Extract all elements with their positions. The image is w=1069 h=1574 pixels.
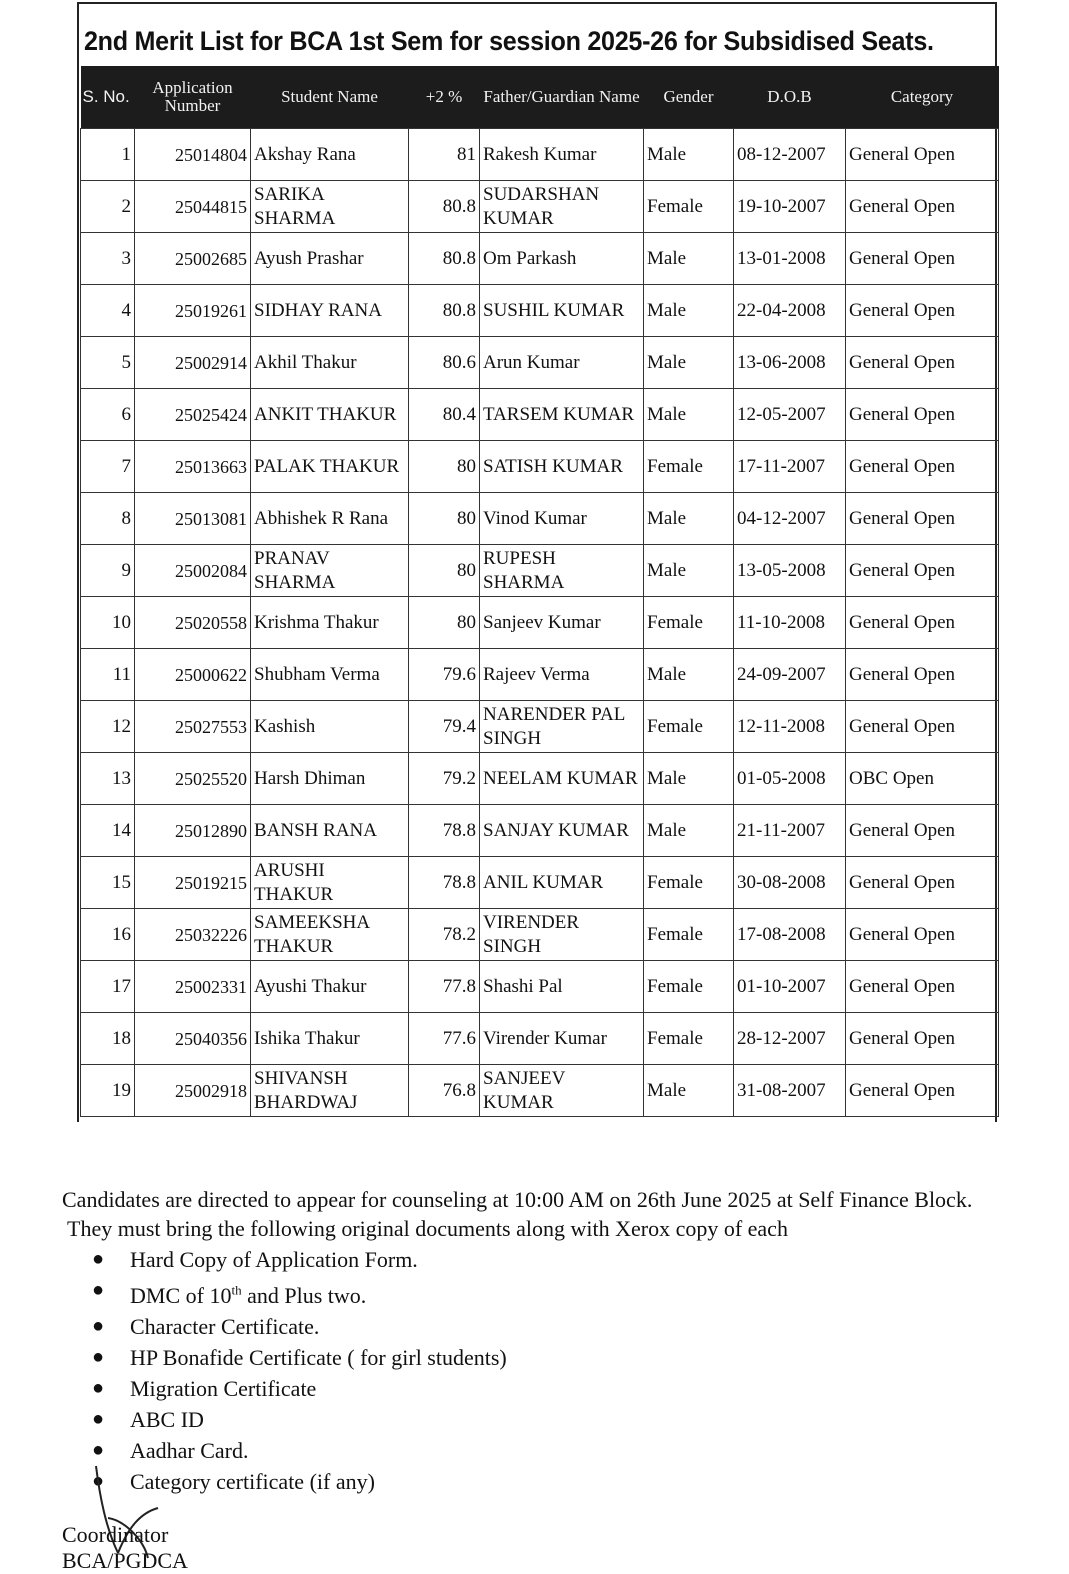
- cell-plus-two-percent: 80.4: [409, 389, 480, 441]
- bullet-icon: ●: [92, 1377, 105, 1400]
- cell-gender: Male: [644, 337, 734, 389]
- cell-father-guardian-name: SUSHIL KUMAR: [480, 285, 644, 337]
- table-row: [81, 649, 999, 701]
- cell-father-guardian-name: VIRENDER SINGH: [480, 909, 644, 961]
- cell-dob: 08-12-2007: [734, 129, 846, 181]
- cell-sno: 1: [81, 129, 135, 181]
- cell-gender: Male: [644, 753, 734, 805]
- document-item: Category certificate (if any): [130, 1469, 375, 1495]
- notice-line-1: Candidates are directed to appear for counseling at 10:00 AM on 26th June 2025 at Self Finance Block.: [62, 1187, 973, 1212]
- cell-sno: 16: [81, 909, 135, 961]
- notice-line-2: They must bring the following original documents along with Xerox copy of each: [67, 1216, 788, 1241]
- table-row: [81, 909, 999, 961]
- table-row: [81, 805, 999, 857]
- cell-student-name: PALAK THAKUR: [251, 441, 409, 493]
- list-item: [92, 1404, 507, 1435]
- header-sno: S. No.: [81, 66, 135, 129]
- cell-application-number: 25025520: [135, 753, 251, 805]
- cell-gender: Male: [644, 285, 734, 337]
- table-row: [81, 129, 999, 181]
- cell-father-guardian-name: SANJAY KUMAR: [480, 805, 644, 857]
- bullet-icon: ●: [92, 1470, 105, 1493]
- cell-gender: Male: [644, 545, 734, 597]
- table-row: [81, 545, 999, 597]
- cell-gender: Male: [644, 1065, 734, 1117]
- cell-dob: 12-05-2007: [734, 389, 846, 441]
- cell-student-name: Shubham Verma: [251, 649, 409, 701]
- cell-father-guardian-name: ANIL KUMAR: [480, 857, 644, 909]
- bullet-icon: ●: [92, 1408, 105, 1431]
- cell-application-number: 25025424: [135, 389, 251, 441]
- cell-student-name: Ayush Prashar: [251, 233, 409, 285]
- merit-table: [80, 66, 999, 1117]
- cell-father-guardian-name: Rajeev Verma: [480, 649, 644, 701]
- cell-dob: 17-11-2007: [734, 441, 846, 493]
- cell-category: General Open: [846, 857, 999, 909]
- cell-father-guardian-name: Rakesh Kumar: [480, 129, 644, 181]
- cell-category: General Open: [846, 233, 999, 285]
- document-item: HP Bonafide Certificate ( for girl students): [130, 1345, 507, 1371]
- cell-application-number: 25013081: [135, 493, 251, 545]
- cell-student-name: Ishika Thakur: [251, 1013, 409, 1065]
- cell-dob: 12-11-2008: [734, 701, 846, 753]
- cell-plus-two-percent: 80: [409, 441, 480, 493]
- cell-application-number: 25002084: [135, 545, 251, 597]
- cell-sno: 2: [81, 181, 135, 233]
- cell-plus-two-percent: 80: [409, 545, 480, 597]
- cell-category: General Open: [846, 129, 999, 181]
- cell-application-number: 25002918: [135, 1065, 251, 1117]
- cell-plus-two-percent: 76.8: [409, 1065, 480, 1117]
- cell-application-number: 25032226: [135, 909, 251, 961]
- cell-plus-two-percent: 77.6: [409, 1013, 480, 1065]
- cell-father-guardian-name: SATISH KUMAR: [480, 441, 644, 493]
- cell-sno: 4: [81, 285, 135, 337]
- cell-father-guardian-name: TARSEM KUMAR: [480, 389, 644, 441]
- cell-sno: 18: [81, 1013, 135, 1065]
- table-row: [81, 233, 999, 285]
- cell-dob: 22-04-2008: [734, 285, 846, 337]
- cell-category: General Open: [846, 701, 999, 753]
- table-row: [81, 1065, 999, 1117]
- list-item: [92, 1311, 507, 1342]
- cell-category: OBC Open: [846, 753, 999, 805]
- cell-gender: Female: [644, 701, 734, 753]
- bullet-icon: ●: [92, 1279, 105, 1301]
- cell-category: General Open: [846, 961, 999, 1013]
- cell-student-name: Harsh Dhiman: [251, 753, 409, 805]
- header-gender: Gender: [644, 66, 734, 129]
- cell-category: General Open: [846, 285, 999, 337]
- header-plus-two-percent: +2 %: [409, 66, 480, 129]
- cell-category: General Open: [846, 1065, 999, 1117]
- document-item: Character Certificate.: [130, 1314, 320, 1340]
- bullet-icon: ●: [92, 1248, 105, 1270]
- cell-application-number: 25013663: [135, 441, 251, 493]
- cell-sno: 19: [81, 1065, 135, 1117]
- cell-father-guardian-name: Om Parkash: [480, 233, 644, 285]
- cell-category: General Open: [846, 441, 999, 493]
- cell-plus-two-percent: 79.4: [409, 701, 480, 753]
- cell-dob: 11-10-2008: [734, 597, 846, 649]
- cell-gender: Female: [644, 961, 734, 1013]
- cell-father-guardian-name: RUPESH SHARMA: [480, 545, 644, 597]
- cell-plus-two-percent: 80.8: [409, 233, 480, 285]
- header-father-guardian-name: Father/Guardian Name: [480, 66, 644, 129]
- document-item: Aadhar Card.: [130, 1438, 249, 1464]
- cell-application-number: 25020558: [135, 597, 251, 649]
- cell-father-guardian-name: NEELAM KUMAR: [480, 753, 644, 805]
- cell-dob: 01-05-2008: [734, 753, 846, 805]
- cell-application-number: 25002914: [135, 337, 251, 389]
- cell-gender: Male: [644, 129, 734, 181]
- signatory-department: BCA/PGDCA: [62, 1548, 188, 1573]
- cell-category: General Open: [846, 337, 999, 389]
- signature-block: [62, 1522, 188, 1574]
- cell-plus-two-percent: 80.8: [409, 285, 480, 337]
- header-student-name: Student Name: [251, 66, 409, 129]
- bullet-icon: ●: [92, 1439, 105, 1462]
- cell-category: General Open: [846, 181, 999, 233]
- page-title: 2nd Merit List for BCA 1st Sem for session 2025-26 for Subsidised Seats.: [84, 26, 934, 56]
- table-row: [81, 181, 999, 233]
- document-item: Migration Certificate: [130, 1376, 317, 1402]
- list-item: [92, 1373, 507, 1404]
- cell-student-name: Ayushi Thakur: [251, 961, 409, 1013]
- document-item: ABC ID: [130, 1407, 204, 1433]
- header-application-number: Application Number: [135, 66, 251, 129]
- cell-dob: 19-10-2007: [734, 181, 846, 233]
- cell-application-number: 25019261: [135, 285, 251, 337]
- cell-application-number: 25014804: [135, 129, 251, 181]
- header-category: Category: [846, 66, 999, 129]
- counseling-notice: [62, 1185, 1052, 1243]
- cell-application-number: 25000622: [135, 649, 251, 701]
- bullet-icon: ●: [92, 1346, 105, 1369]
- cell-father-guardian-name: SANJEEV KUMAR: [480, 1065, 644, 1117]
- cell-dob: 28-12-2007: [734, 1013, 846, 1065]
- cell-student-name: SIDHAY RANA: [251, 285, 409, 337]
- cell-sno: 12: [81, 701, 135, 753]
- table-row: [81, 389, 999, 441]
- cell-plus-two-percent: 80.6: [409, 337, 480, 389]
- table-row: [81, 285, 999, 337]
- cell-category: General Open: [846, 805, 999, 857]
- list-item: [92, 1342, 507, 1373]
- cell-application-number: 25019215: [135, 857, 251, 909]
- cell-student-name: Akhil Thakur: [251, 337, 409, 389]
- cell-gender: Female: [644, 597, 734, 649]
- table-row: [81, 1013, 999, 1065]
- table-row: [81, 857, 999, 909]
- cell-plus-two-percent: 81: [409, 129, 480, 181]
- cell-dob: 24-09-2007: [734, 649, 846, 701]
- document-item: DMC of 10th and Plus two.: [130, 1283, 367, 1309]
- cell-sno: 9: [81, 545, 135, 597]
- cell-sno: 8: [81, 493, 135, 545]
- cell-dob: 01-10-2007: [734, 961, 846, 1013]
- cell-plus-two-percent: 80: [409, 493, 480, 545]
- cell-plus-two-percent: 80: [409, 597, 480, 649]
- cell-category: General Open: [846, 909, 999, 961]
- cell-sno: 3: [81, 233, 135, 285]
- table-row: [81, 493, 999, 545]
- cell-student-name: SARIKA SHARMA: [251, 181, 409, 233]
- cell-category: General Open: [846, 1013, 999, 1065]
- cell-sno: 17: [81, 961, 135, 1013]
- cell-father-guardian-name: Virender Kumar: [480, 1013, 644, 1065]
- cell-student-name: Akshay Rana: [251, 129, 409, 181]
- cell-dob: 21-11-2007: [734, 805, 846, 857]
- document-item: Hard Copy of Application Form.: [130, 1247, 418, 1272]
- list-item: [92, 1244, 507, 1275]
- cell-sno: 7: [81, 441, 135, 493]
- cell-category: General Open: [846, 389, 999, 441]
- cell-student-name: SHIVANSH BHARDWAJ: [251, 1065, 409, 1117]
- cell-gender: Male: [644, 805, 734, 857]
- cell-student-name: Krishma Thakur: [251, 597, 409, 649]
- cell-application-number: 25002685: [135, 233, 251, 285]
- cell-application-number: 25044815: [135, 181, 251, 233]
- cell-gender: Male: [644, 389, 734, 441]
- cell-father-guardian-name: Sanjeev Kumar: [480, 597, 644, 649]
- cell-gender: Female: [644, 181, 734, 233]
- cell-application-number: 25027553: [135, 701, 251, 753]
- cell-sno: 13: [81, 753, 135, 805]
- cell-gender: Male: [644, 233, 734, 285]
- cell-sno: 10: [81, 597, 135, 649]
- cell-plus-two-percent: 79.6: [409, 649, 480, 701]
- cell-gender: Female: [644, 857, 734, 909]
- cell-gender: Female: [644, 909, 734, 961]
- table-body: [81, 129, 999, 1117]
- cell-sno: 15: [81, 857, 135, 909]
- table-row: [81, 597, 999, 649]
- cell-father-guardian-name: Shashi Pal: [480, 961, 644, 1013]
- cell-gender: Male: [644, 493, 734, 545]
- cell-plus-two-percent: 78.8: [409, 805, 480, 857]
- signatory-role: Coordinator: [62, 1522, 169, 1547]
- table-row: [81, 961, 999, 1013]
- cell-sno: 5: [81, 337, 135, 389]
- header-dob: D.O.B: [734, 66, 846, 129]
- cell-student-name: Kashish: [251, 701, 409, 753]
- cell-gender: Female: [644, 441, 734, 493]
- cell-father-guardian-name: SUDARSHAN KUMAR: [480, 181, 644, 233]
- cell-dob: 04-12-2007: [734, 493, 846, 545]
- list-item: [92, 1275, 507, 1311]
- table-header: [81, 66, 999, 129]
- cell-sno: 11: [81, 649, 135, 701]
- bullet-icon: ●: [92, 1315, 105, 1338]
- cell-plus-two-percent: 79.2: [409, 753, 480, 805]
- cell-student-name: SAMEEKSHA THAKUR: [251, 909, 409, 961]
- cell-category: General Open: [846, 545, 999, 597]
- cell-student-name: ANKIT THAKUR: [251, 389, 409, 441]
- cell-sno: 6: [81, 389, 135, 441]
- cell-student-name: BANSH RANA: [251, 805, 409, 857]
- cell-application-number: 25002331: [135, 961, 251, 1013]
- cell-father-guardian-name: NARENDER PAL SINGH: [480, 701, 644, 753]
- table-row: [81, 701, 999, 753]
- table-row: [81, 441, 999, 493]
- cell-student-name: ARUSHI THAKUR: [251, 857, 409, 909]
- cell-application-number: 25040356: [135, 1013, 251, 1065]
- table-row: [81, 753, 999, 805]
- cell-category: General Open: [846, 649, 999, 701]
- cell-dob: 30-08-2008: [734, 857, 846, 909]
- table-row: [81, 337, 999, 389]
- cell-sno: 14: [81, 805, 135, 857]
- cell-student-name: Abhishek R Rana: [251, 493, 409, 545]
- cell-gender: Female: [644, 1013, 734, 1065]
- cell-dob: 13-01-2008: [734, 233, 846, 285]
- cell-gender: Male: [644, 649, 734, 701]
- cell-father-guardian-name: Vinod Kumar: [480, 493, 644, 545]
- cell-plus-two-percent: 80.8: [409, 181, 480, 233]
- cell-father-guardian-name: Arun Kumar: [480, 337, 644, 389]
- cell-plus-two-percent: 77.8: [409, 961, 480, 1013]
- cell-category: General Open: [846, 597, 999, 649]
- cell-category: General Open: [846, 493, 999, 545]
- cell-dob: 31-08-2007: [734, 1065, 846, 1117]
- cell-dob: 13-05-2008: [734, 545, 846, 597]
- cell-application-number: 25012890: [135, 805, 251, 857]
- cell-dob: 17-08-2008: [734, 909, 846, 961]
- cell-dob: 13-06-2008: [734, 337, 846, 389]
- cell-plus-two-percent: 78.8: [409, 857, 480, 909]
- cell-plus-two-percent: 78.2: [409, 909, 480, 961]
- cell-student-name: PRANAV SHARMA: [251, 545, 409, 597]
